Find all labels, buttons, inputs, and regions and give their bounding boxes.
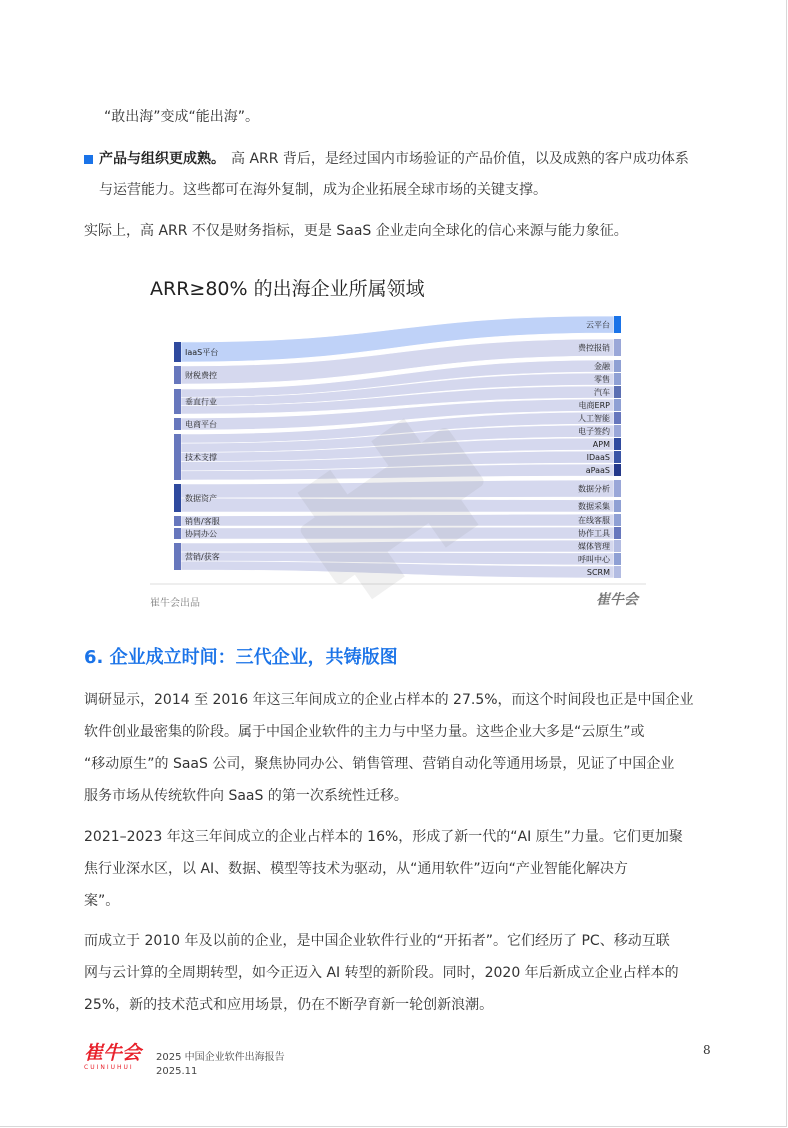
left-node-label: 垂直行业 [185, 397, 217, 407]
right-node-bar [614, 339, 621, 356]
bullet-text-1: 高 ARR 背后，是经过国内市场验证的产品价值，以及成熟的客户成功体系 [231, 151, 689, 167]
left-node-label: 销售/客服 [185, 517, 220, 526]
right-node-bar [614, 514, 621, 526]
right-node-label: 人工智能 [578, 414, 610, 423]
left-node-bar [174, 342, 181, 362]
left-node-label: IaaS平台 [185, 348, 219, 357]
section-heading: 6. 企业成立时间：三代企业，共铸版图 [84, 647, 398, 668]
right-node-bar [614, 412, 621, 424]
right-node-label: aPaaS [585, 466, 610, 475]
page-number: 8 [703, 1043, 711, 1057]
right-node-bar [614, 500, 621, 512]
left-node-bar [174, 543, 181, 570]
svg-text:崔牛会: 崔牛会 [596, 592, 638, 608]
chart-title: ARR≥80% 的出海企业所属领域 [150, 278, 425, 300]
right-node-label: 云平台 [586, 320, 610, 330]
right-node-label: 在线客服 [578, 516, 610, 525]
right-node-label: IDaaS [586, 453, 610, 462]
left-node-bar [174, 516, 181, 526]
right-node-label: 费控报销 [578, 343, 610, 353]
para3-line: 25%，新的技术范式和应用场景，仍在不断孕育新一轮创新浪潮。 [84, 997, 494, 1013]
para1-line: “移动原生”的 SaaS 公司，聚焦协同办公、销售管理、营销自动化等通用场景，见证了中国企业 [84, 756, 675, 772]
left-node-bar [174, 484, 181, 512]
watermark-logo [265, 380, 525, 640]
intro-line: “敢出海”变成“能出海”。 [104, 109, 260, 125]
para2-line: 2021–2023 年这三年间成立的企业占样本的 16%，形成了新一代的“AI 原生”力量。它们更加聚 [84, 829, 683, 845]
right-node-bar [614, 425, 621, 437]
chart-source: 崔牛会出品 [150, 598, 200, 609]
left-node-bar [174, 528, 181, 539]
right-node-bar [614, 316, 621, 333]
right-node-label: 呼叫中心 [578, 555, 610, 564]
right-node-label: 电子签约 [578, 427, 610, 436]
footer-date: 2025.11 [156, 1066, 198, 1077]
chart-brand-logo [596, 590, 648, 610]
right-node-bar [614, 480, 621, 497]
summary-paragraph: 实际上，高 ARR 不仅是财务指标，更是 SaaS 企业走向全球化的信心来源与能力象征。 [84, 223, 628, 239]
left-node-label: 数据资产 [185, 494, 217, 503]
right-node-bar [614, 464, 621, 476]
right-node-label: 协作工具 [578, 529, 610, 538]
bullet-label: 产品与组织更成熟。 [99, 151, 225, 167]
left-node-bar [174, 389, 181, 414]
right-node-bar [614, 399, 621, 411]
right-node-label: SCRM [586, 568, 610, 577]
right-node-bar [614, 386, 621, 398]
right-node-label: 金融 [594, 362, 610, 371]
right-node-label: 数据分析 [578, 484, 610, 494]
para1-line: 调研显示，2014 至 2016 年这三年间成立的企业占样本的 27.5%，而这个时间段也正是中国企业 [84, 692, 694, 708]
footer-logo-sub: CUINIUHUI [84, 1064, 134, 1071]
left-node-label: 技术支撑 [185, 453, 217, 462]
right-node-bar [614, 360, 621, 372]
right-node-bar [614, 438, 621, 450]
footer-logo [84, 1042, 144, 1078]
left-node-label: 电商平台 [185, 420, 217, 429]
footer-report-title: 2025 中国企业软件出海报告 [156, 1052, 285, 1063]
left-node-label: 营销/获客 [185, 552, 220, 562]
right-node-label: 零售 [594, 375, 610, 384]
para2-line: 案”。 [84, 893, 120, 909]
left-node-label: 协同办公 [185, 529, 217, 539]
para1-line: 服务市场从传统软件向 SaaS 的第一次系统性迁移。 [84, 788, 408, 804]
right-node-bar [614, 373, 621, 385]
right-node-label: 数据采集 [578, 502, 610, 511]
right-node-label: 电商ERP [578, 401, 610, 410]
bullet-line-2: 与运营能力。这些都可在海外复制，成为企业拓展全球市场的关键支撑。 [99, 182, 547, 198]
left-node-bar [174, 366, 181, 384]
left-node-bar [174, 418, 181, 430]
left-node-bar [174, 434, 181, 480]
right-node-bar [614, 553, 621, 565]
para3-line: 而成立于 2010 年及以前的企业，是中国企业软件行业的“开拓者”。它们经历了 PC、移动互联 [84, 933, 670, 949]
left-node-label: 财税费控 [185, 371, 217, 380]
right-node-label: APM [592, 440, 610, 449]
right-node-bar [614, 451, 621, 463]
right-node-bar [614, 527, 621, 539]
footer-logo-text: 崔牛会 [84, 1042, 142, 1064]
right-node-label: 媒体管理 [578, 542, 610, 551]
right-node-label: 汽车 [594, 388, 610, 397]
para2-line: 焦行业深水区，以 AI、数据、模型等技术为驱动，从“通用软件”迈向“产业智能化解决方 [84, 861, 628, 877]
para3-line: 网与云计算的全周期转型，如今正迈入 AI 转型的新阶段。同时，2020 年后新成立企业占样本的 [84, 965, 679, 981]
right-node-bar [614, 540, 621, 552]
para1-line: 软件创业最密集的阶段。属于中国企业软件的主力与中坚力量。这些企业大多是“云原生”或 [84, 724, 645, 740]
right-node-bar [614, 566, 621, 578]
